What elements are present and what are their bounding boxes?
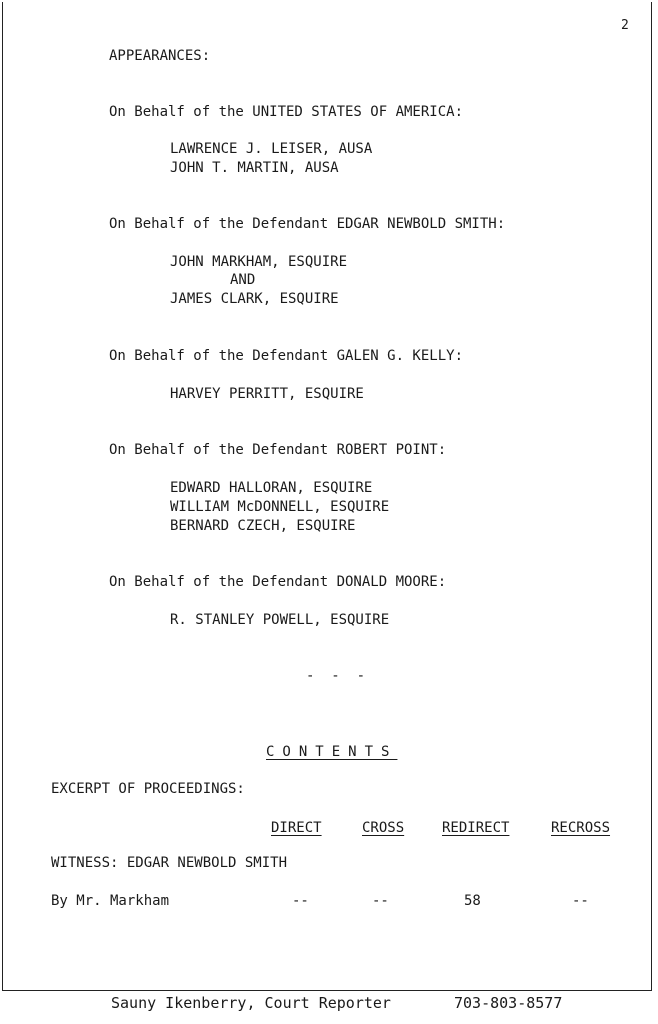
column-header-recross: RECROSS <box>551 820 611 836</box>
counsel-name: JAMES CLARK, ESQUIRE <box>170 291 339 307</box>
counsel-name: LAWRENCE J. LEISER, AUSA <box>170 141 373 157</box>
direct-value: -- <box>292 893 309 909</box>
counsel-conjunction: AND <box>230 272 256 288</box>
party-heading: On Behalf of the Defendant ROBERT POINT: <box>109 442 447 458</box>
excerpt-label: EXCERPT OF PROCEEDINGS: <box>51 781 245 797</box>
column-header-redirect: REDIRECT <box>442 820 510 836</box>
redirect-value: 58 <box>464 893 481 909</box>
counsel-name: HARVEY PERRITT, ESQUIRE <box>170 386 364 402</box>
counsel-name: WILLIAM McDONNELL, ESQUIRE <box>170 499 390 515</box>
examination-label: By Mr. Markham <box>51 893 170 909</box>
footer-reporter: Sauny Ikenberry, Court Reporter <box>111 994 391 1012</box>
page-number: 2 <box>621 18 629 33</box>
counsel-name: JOHN T. MARTIN, AUSA <box>170 160 339 176</box>
counsel-name: JOHN MARKHAM, ESQUIRE <box>170 254 348 270</box>
appearances-heading: APPEARANCES: <box>109 48 211 64</box>
contents-title: CONTENTS <box>266 744 398 760</box>
cross-value: -- <box>372 893 389 909</box>
footer-phone: 703-803-8577 <box>454 994 563 1012</box>
counsel-name: BERNARD CZECH, ESQUIRE <box>170 518 356 534</box>
column-header-direct: DIRECT <box>271 820 322 836</box>
recross-value: -- <box>572 893 589 909</box>
party-heading: On Behalf of the Defendant GALEN G. KELLY: <box>109 348 464 364</box>
party-heading: On Behalf of the Defendant EDGAR NEWBOLD SMITH: <box>109 216 506 232</box>
party-heading: On Behalf of the Defendant DONALD MOORE: <box>109 574 447 590</box>
party-heading: On Behalf of the UNITED STATES OF AMERICA: <box>109 104 464 120</box>
section-separator: - - - <box>306 668 366 684</box>
witness-label: WITNESS: EDGAR NEWBOLD SMITH <box>51 855 288 871</box>
column-header-cross: CROSS <box>362 820 405 836</box>
counsel-name: EDWARD HALLORAN, ESQUIRE <box>170 480 373 496</box>
counsel-name: R. STANLEY POWELL, ESQUIRE <box>170 612 390 628</box>
